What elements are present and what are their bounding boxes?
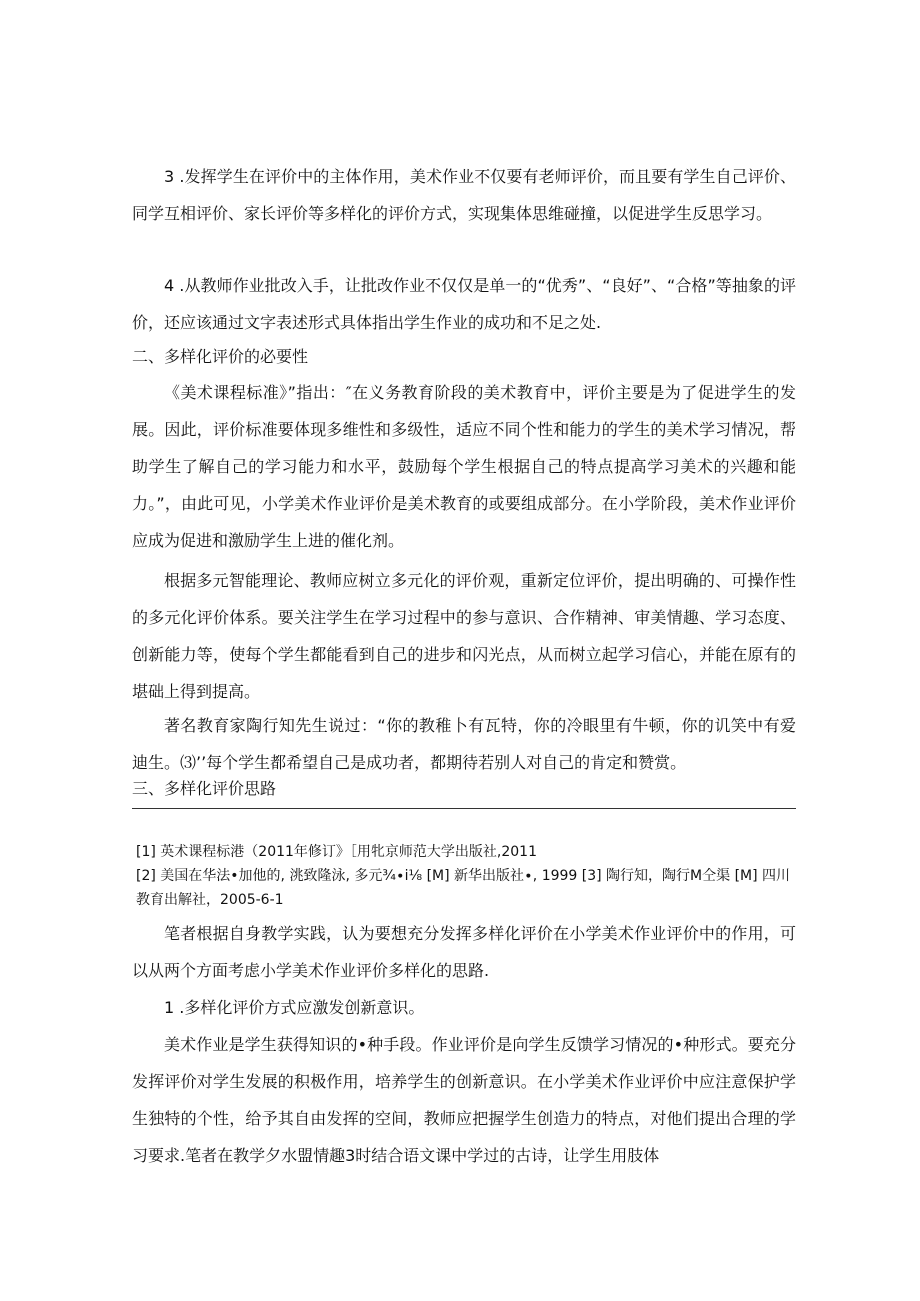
- reference-2-3: [2] 美国在华法•加他的, 洮致隆泳, 多元¾∙i⅛ [M] 新华出版社∙, 1999 [3] 陶行知，陶行M仝渠 [M] 四川教育出解社，2005-6-1: [136, 868, 791, 908]
- paragraph-multiple-intelligence: 根据多元智能理论、教师应树立多元化的评价观，重新定位评价，提出明确的、可操作性的多元化评价体系。要关注学生在学习过程中的参与意识、合作精神、审美情趣、学习态度、创新能力等，使每个学生都能看到自己的进步和闪光点，从而树立起学习信心，并能在原有的堪础上得到提高。: [132, 571, 796, 701]
- paragraph-curriculum-standard: 《美术课程标准》”指出：″在义务教育阶段的美术教育中，评价主要是为了促进学生的发展。因此，评价标准要体现多维性和多级性，适应不同个性和能力的学生的美术学习情况，帮助学生了解自己的学习能力和水平，鼓励每个学生根据自己的特点提高学习美术的兴趣和能力。”，由此可见，小学美术作业评价是美术教育的或要组成部分。在小学阶段，美术作业评价应成为促进和激励学生上进的催化剂。: [132, 383, 796, 550]
- paragraph-author-practice: 笔者根据自身教学实践，认为要想充分发挥多样化评价在小学美术作业评价中的作用，可以从两个方面考虑小学美术作业评价多样化的思路.: [132, 924, 796, 980]
- footnote-divider: [132, 808, 796, 809]
- paragraph-tao-xingzhi-quote: 著名教育家陶行知先生说过：“你的教稚卜有瓦特，你的冷眼里有牛顿，你的讥笑中有爱迪生。⑶’’每个学生都希望自己是成功者，都期待若别人对自己的肯定和赞赏。: [132, 716, 796, 772]
- paragraph-point-1: 1 .多样化评价方式应激发创新意识。: [164, 998, 425, 1017]
- paragraph-point-4: 4 .从教师作业批改入手，让批改作业不仅仅是单一的“优秀”、“良好”、“合格”等抽象的评价，还应该通过文字表述形式具体指出学生作业的成功和不足之处.: [132, 276, 796, 332]
- section-heading-2: 二、多样化评价的必要性: [132, 347, 309, 366]
- section-heading-3: 三、多样化评价思路: [132, 779, 277, 798]
- paragraph-art-homework: 美术作业是学生获得知识的•种手段。作业评价是向学生反馈学习情况的•种形式。要充分发挥评价对学生发展的积极作用，培养学生的创新意识。在小学美术作业评价中应注意保护学生独特的个性，给予其自由发挥的空间，教师应把握学生创造力的特点，对他们提出合理的学习要求.笔者在教学夕水盟情趣3时结合语文课中学过的古诗，让学生用肢体: [132, 1035, 796, 1165]
- paragraph-point-3: 3 .发挥学生在评价中的主体作用，美术作业不仅要有老师评价，而且要有学生自己评价、同学互相评价、家长评价等多样化的评价方式，实现集体思维碰撞，以促进学生反思学习。: [132, 167, 796, 223]
- reference-1: [1] 英术课程标港（2011年修订》［用牝京师范大学出版社,2011: [136, 844, 537, 860]
